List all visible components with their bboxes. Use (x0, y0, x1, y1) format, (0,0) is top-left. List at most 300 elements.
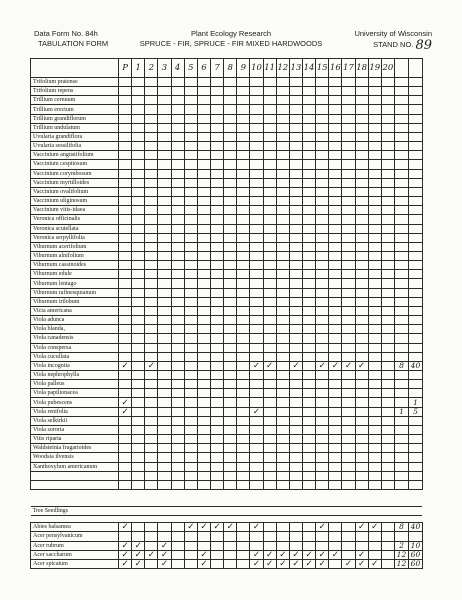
table-row (31, 169, 423, 178)
frequency-percent (408, 261, 422, 270)
empty-cell (355, 352, 368, 361)
empty-cell (184, 215, 197, 224)
frequency-percent (408, 142, 422, 151)
empty-cell (145, 206, 158, 215)
empty-cell (145, 297, 158, 306)
check-mark: ✓ (250, 361, 263, 370)
empty-cell (132, 132, 145, 141)
check-mark: ✓ (316, 523, 329, 532)
empty-cell (316, 325, 329, 334)
empty-cell (184, 541, 197, 550)
empty-cell (237, 352, 250, 361)
table-row (31, 371, 423, 380)
empty-cell (132, 371, 145, 380)
empty-cell (210, 151, 223, 160)
column-header (394, 59, 408, 78)
frequency-percent (408, 352, 422, 361)
empty-cell (210, 242, 223, 251)
check-mark: ✓ (132, 559, 145, 568)
empty-cell (197, 398, 210, 407)
empty-cell (276, 316, 289, 325)
empty-cell (237, 416, 250, 425)
check-mark: ✓ (355, 523, 368, 532)
empty-cell (368, 306, 381, 315)
empty-cell (197, 288, 210, 297)
empty-cell (197, 541, 210, 550)
empty-cell (342, 151, 355, 160)
empty-cell (171, 297, 184, 306)
empty-cell (210, 416, 223, 425)
empty-cell (289, 114, 302, 123)
empty-cell (355, 444, 368, 453)
empty-cell (302, 453, 315, 462)
empty-cell (329, 471, 342, 480)
empty-cell (171, 352, 184, 361)
empty-cell (210, 361, 223, 370)
empty-cell (237, 444, 250, 453)
empty-cell (132, 532, 145, 541)
empty-cell (184, 197, 197, 206)
empty-cell (276, 233, 289, 242)
empty-cell (302, 233, 315, 242)
empty-cell (145, 316, 158, 325)
empty-cell (355, 215, 368, 224)
empty-cell (263, 261, 276, 270)
empty-cell (158, 215, 171, 224)
empty-cell (145, 444, 158, 453)
empty-cell (237, 288, 250, 297)
frequency-count (394, 132, 408, 141)
empty-cell (197, 123, 210, 132)
frequency-count (394, 142, 408, 151)
empty-cell (316, 123, 329, 132)
species-name: Viola adunca (31, 316, 119, 325)
empty-cell (197, 407, 210, 416)
empty-cell (342, 453, 355, 462)
column-header-row (31, 59, 423, 78)
empty-cell (158, 532, 171, 541)
empty-cell (316, 532, 329, 541)
empty-cell (302, 297, 315, 306)
empty-cell (250, 325, 263, 334)
empty-cell (250, 352, 263, 361)
empty-cell (119, 306, 132, 315)
empty-cell (171, 343, 184, 352)
section-gap-row (31, 490, 423, 507)
empty-cell (276, 270, 289, 279)
frequency-percent (408, 187, 422, 196)
empty-cell (237, 389, 250, 398)
empty-cell (263, 334, 276, 343)
empty-cell (158, 297, 171, 306)
table-row (31, 233, 423, 242)
species-name: Viburnum acerifolium (31, 242, 119, 251)
table-row (31, 87, 423, 96)
empty-cell (289, 197, 302, 206)
empty-cell (342, 96, 355, 105)
table-row (31, 132, 423, 141)
empty-cell (210, 325, 223, 334)
empty-cell (132, 160, 145, 169)
empty-cell (342, 206, 355, 215)
empty-cell (368, 361, 381, 370)
empty-cell (119, 96, 132, 105)
seedlings-title-row (31, 507, 423, 516)
empty-cell (263, 123, 276, 132)
empty-cell (224, 389, 237, 398)
empty-cell (355, 114, 368, 123)
empty-cell (184, 78, 197, 87)
empty-cell (316, 132, 329, 141)
empty-cell (145, 471, 158, 480)
empty-cell (342, 160, 355, 169)
empty-cell (119, 215, 132, 224)
frequency-count (394, 242, 408, 251)
empty-cell (210, 96, 223, 105)
empty-cell (145, 123, 158, 132)
table-row (31, 316, 423, 325)
empty-cell (210, 471, 223, 480)
empty-cell (302, 416, 315, 425)
empty-cell (224, 541, 237, 550)
table-row (31, 297, 423, 306)
empty-cell (263, 197, 276, 206)
empty-cell (381, 270, 394, 279)
empty-cell (119, 123, 132, 132)
empty-cell (329, 316, 342, 325)
section-gap (31, 490, 423, 507)
empty-cell (355, 297, 368, 306)
species-name: Viola canadensis (31, 334, 119, 343)
empty-cell (368, 178, 381, 187)
empty-cell (355, 178, 368, 187)
species-name: Viburnum trilobum (31, 297, 119, 306)
empty-cell (329, 251, 342, 260)
check-mark: ✓ (329, 361, 342, 370)
frequency-percent (408, 123, 422, 132)
empty-cell (381, 343, 394, 352)
frequency-count (394, 532, 408, 541)
species-name: Viola nephrophylla (31, 371, 119, 380)
empty-cell (381, 389, 394, 398)
empty-cell (368, 325, 381, 334)
empty-cell (132, 206, 145, 215)
check-mark: ✓ (263, 550, 276, 559)
species-name: Trillium erectum (31, 105, 119, 114)
empty-cell (368, 251, 381, 260)
frequency-count (394, 471, 408, 480)
check-mark: ✓ (368, 523, 381, 532)
empty-cell (381, 206, 394, 215)
empty-cell (224, 206, 237, 215)
frequency-percent (408, 297, 422, 306)
empty-cell (158, 453, 171, 462)
empty-cell (289, 316, 302, 325)
table-row (31, 96, 423, 105)
empty-cell (368, 532, 381, 541)
empty-cell (224, 169, 237, 178)
column-header (408, 59, 422, 78)
empty-cell (381, 160, 394, 169)
empty-cell (184, 297, 197, 306)
empty-cell (289, 151, 302, 160)
empty-cell (368, 151, 381, 160)
species-name: Viola sororia (31, 425, 119, 434)
empty-cell (210, 550, 223, 559)
species-name: Viola renifolia (31, 407, 119, 416)
empty-cell (184, 462, 197, 471)
empty-cell (132, 471, 145, 480)
empty-cell (289, 334, 302, 343)
empty-cell (119, 187, 132, 196)
empty-cell (355, 96, 368, 105)
empty-cell (329, 142, 342, 151)
empty-cell (368, 541, 381, 550)
empty-cell (145, 532, 158, 541)
check-mark: ✓ (132, 550, 145, 559)
empty-cell (276, 251, 289, 260)
empty-cell (329, 78, 342, 87)
empty-cell (316, 425, 329, 434)
empty-cell (342, 550, 355, 559)
empty-cell (302, 541, 315, 550)
species-name: Trillium undulatum (31, 123, 119, 132)
empty-cell (263, 297, 276, 306)
empty-cell (210, 444, 223, 453)
empty-cell (184, 87, 197, 96)
empty-cell (171, 87, 184, 96)
empty-cell (316, 178, 329, 187)
empty-cell (158, 471, 171, 480)
frequency-count (394, 233, 408, 242)
empty-cell (119, 316, 132, 325)
empty-cell (263, 444, 276, 453)
frequency-percent: 60 (408, 559, 422, 568)
frequency-percent (408, 215, 422, 224)
empty-cell (381, 523, 394, 532)
empty-cell (263, 206, 276, 215)
empty-cell (329, 425, 342, 434)
empty-cell (132, 105, 145, 114)
empty-cell (210, 187, 223, 196)
empty-cell (302, 215, 315, 224)
empty-cell (329, 224, 342, 233)
empty-cell (342, 270, 355, 279)
empty-cell (132, 261, 145, 270)
empty-cell (342, 105, 355, 114)
empty-cell (158, 123, 171, 132)
empty-cell (368, 425, 381, 434)
table-row (31, 206, 423, 215)
empty-cell (355, 435, 368, 444)
empty-cell (224, 471, 237, 480)
empty-cell (224, 398, 237, 407)
empty-cell (171, 316, 184, 325)
table-row (31, 435, 423, 444)
empty-cell (197, 334, 210, 343)
frequency-count (394, 87, 408, 96)
check-mark: ✓ (158, 559, 171, 568)
empty-cell (145, 371, 158, 380)
frequency-count (394, 398, 408, 407)
species-name: Viburnum alnifolium (31, 251, 119, 260)
empty-cell (237, 270, 250, 279)
empty-cell (171, 444, 184, 453)
empty-cell (368, 288, 381, 297)
frequency-count (394, 416, 408, 425)
check-mark: ✓ (355, 559, 368, 568)
empty-cell (368, 279, 381, 288)
empty-cell (355, 343, 368, 352)
empty-cell (250, 471, 263, 480)
empty-cell (289, 325, 302, 334)
empty-cell (237, 398, 250, 407)
empty-cell (250, 233, 263, 242)
empty-cell (158, 169, 171, 178)
empty-cell (171, 425, 184, 434)
empty-cell (171, 462, 184, 471)
empty-cell (184, 261, 197, 270)
check-mark: ✓ (250, 550, 263, 559)
table-row (31, 197, 423, 206)
empty-cell (316, 160, 329, 169)
empty-cell (224, 96, 237, 105)
empty-cell (250, 224, 263, 233)
empty-cell (158, 279, 171, 288)
column-header: 1 (132, 59, 145, 78)
empty-cell (158, 407, 171, 416)
empty-cell (302, 343, 315, 352)
frequency-count (394, 151, 408, 160)
check-mark: ✓ (289, 361, 302, 370)
empty-cell (289, 288, 302, 297)
empty-cell (276, 361, 289, 370)
empty-cell (381, 279, 394, 288)
community-type: SPRUCE - FIR, SPRUCE - FIR MIXED HARDWOODS (139, 39, 323, 48)
empty-cell (119, 251, 132, 260)
empty-cell (250, 371, 263, 380)
empty-cell (224, 187, 237, 196)
stand-number-line (354, 38, 432, 53)
empty-cell (210, 334, 223, 343)
empty-cell (224, 407, 237, 416)
empty-cell (171, 471, 184, 480)
empty-cell (132, 233, 145, 242)
check-mark: ✓ (276, 550, 289, 559)
empty-cell (224, 288, 237, 297)
empty-cell (263, 352, 276, 361)
empty-cell (132, 407, 145, 416)
empty-cell (184, 151, 197, 160)
empty-cell (197, 297, 210, 306)
empty-cell (276, 178, 289, 187)
empty-cell (263, 132, 276, 141)
empty-cell (210, 251, 223, 260)
empty-cell (342, 425, 355, 434)
species-name: Trifolium pratense (31, 78, 119, 87)
empty-cell (329, 334, 342, 343)
table-row (31, 279, 423, 288)
empty-cell (197, 279, 210, 288)
empty-cell (263, 407, 276, 416)
species-name: Vaccinium angustifolium (31, 151, 119, 160)
empty-cell (158, 142, 171, 151)
frequency-percent (408, 233, 422, 242)
empty-cell (119, 197, 132, 206)
empty-cell (355, 78, 368, 87)
table-row (31, 407, 423, 416)
check-mark: ✓ (145, 550, 158, 559)
empty-cell (158, 435, 171, 444)
empty-cell (276, 279, 289, 288)
empty-cell (355, 407, 368, 416)
empty-cell (119, 279, 132, 288)
empty-cell (250, 114, 263, 123)
empty-cell (184, 407, 197, 416)
empty-cell (316, 480, 329, 489)
empty-cell (132, 87, 145, 96)
empty-cell (276, 444, 289, 453)
empty-cell (316, 398, 329, 407)
empty-cell (329, 87, 342, 96)
empty-cell (289, 270, 302, 279)
empty-cell (224, 78, 237, 87)
empty-cell (210, 288, 223, 297)
empty-cell (158, 187, 171, 196)
empty-cell (237, 197, 250, 206)
empty-cell (289, 371, 302, 380)
empty-cell (289, 142, 302, 151)
empty-cell (276, 261, 289, 270)
empty-cell (184, 343, 197, 352)
species-name: Viola blanda, (31, 325, 119, 334)
empty-cell (250, 206, 263, 215)
table-row (31, 416, 423, 425)
section-gap (31, 516, 423, 523)
check-mark: ✓ (302, 559, 315, 568)
check-mark: ✓ (119, 550, 132, 559)
empty-cell (316, 242, 329, 251)
species-name: Acer spicatum (31, 559, 119, 568)
empty-cell (276, 78, 289, 87)
empty-cell (342, 114, 355, 123)
empty-cell (355, 416, 368, 425)
empty-cell (250, 105, 263, 114)
frequency-count (394, 288, 408, 297)
frequency-percent (408, 325, 422, 334)
empty-cell (368, 453, 381, 462)
empty-cell (145, 270, 158, 279)
empty-cell (184, 444, 197, 453)
empty-cell (289, 416, 302, 425)
empty-cell (368, 132, 381, 141)
empty-cell (171, 361, 184, 370)
empty-cell (237, 215, 250, 224)
empty-cell (250, 425, 263, 434)
empty-cell (210, 371, 223, 380)
empty-cell (381, 398, 394, 407)
check-mark: ✓ (197, 559, 210, 568)
empty-cell (329, 559, 342, 568)
empty-cell (342, 325, 355, 334)
empty-cell (197, 215, 210, 224)
empty-cell (158, 316, 171, 325)
frequency-count (394, 206, 408, 215)
empty-cell (119, 142, 132, 151)
empty-cell (263, 224, 276, 233)
empty-cell (224, 270, 237, 279)
empty-cell (197, 96, 210, 105)
